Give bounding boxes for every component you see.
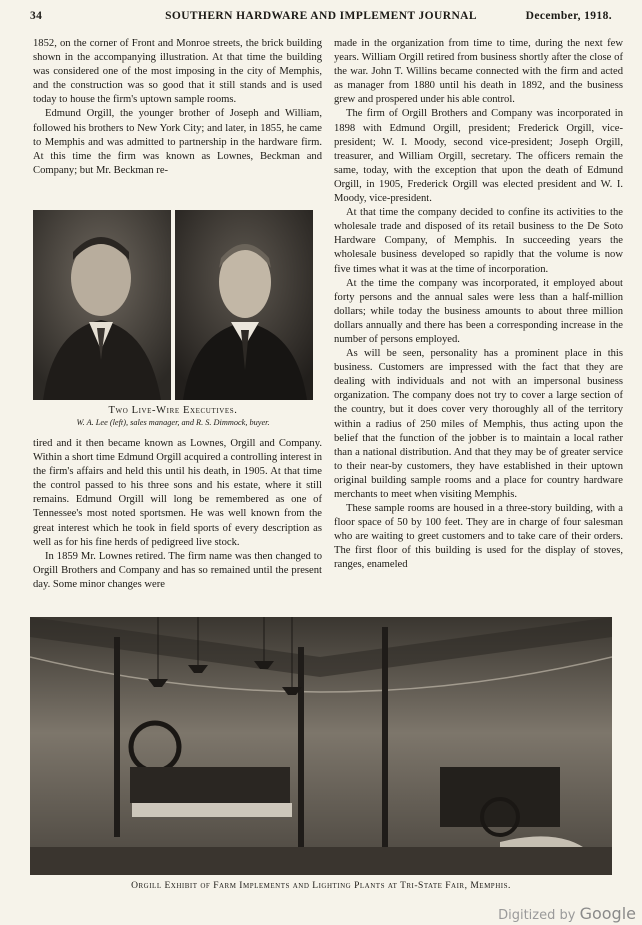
paragraph: At the time the company was incorporated, it employed about forty persons and the annual sales were less than a half-million dollars; while today the business amounts to about three million dollars annually and there has been a corresponding increase in the number of persons employed. (334, 277, 623, 345)
right-column (334, 37, 623, 573)
exhibit-photo-caption: Orgill Exhibit of Farm Implements and Lighting Plants at Tri-State Fair, Memphis. (131, 881, 511, 891)
paragraph: Edmund Orgill, the younger brother of Joseph and William, followed his brothers to New York City; and later, in 1855, he came to Memphis and was admitted to partnership in the hardware firm. At this time the firm was known as Lownes, Beckman and Company; but Mr. Beckman re- (33, 108, 322, 176)
paragraph: The firm of Orgill Brothers and Company was incorporated in 1898 with Edmund Orgill, president; Frederick Orgill, vice-president; W. I. Moody, second vice-president; Joseph Orgill, treasurer, and William Orgill, secretary. The officers remain the same, today, with the exception that upon the death of Edmund Orgill, in 1905, Frederick Orgill was elected president and W. I. Moody, vice-president. (334, 108, 623, 205)
portrait-photo-right (175, 210, 313, 400)
paragraph: In 1859 Mr. Lownes retired. The firm name was then changed to Orgill Brothers and Company and has so remained until the present day. Some minor changes were (33, 550, 322, 590)
left-column-bottom (33, 437, 322, 592)
paragraph: At that time the company decided to confine its activities to the wholesale trade and disposed of its retail business to the De Soto Hardware Company, of Memphis. In succeeding years the wholesale business developed so rapidly that the volume is now five times what it was at the time of incorporation. (334, 207, 623, 275)
page-number: 34 (30, 10, 43, 22)
paragraph: As will be seen, personality has a prominent place in this business. Customers are impressed with the fact that they are dealing with individuals and not with an impersonal business organization. The company does not try to cover a large section of the country, but it does cover very thoroughly all of the territory within a radius of 250 miles of Memphis, thus acting upon the belief that the function of the jobber is to maintain a local rather than a national distribution. And that they may be of greater service to their near-by customers, they have established in their uptown original building sample rooms and a place for country hardware merchants to meet when visiting Memphis. (334, 348, 623, 500)
issue-date: December, 1918. (525, 10, 612, 22)
exhibit-photo (30, 617, 612, 875)
watermark-prefix: Digitized by (498, 908, 576, 923)
paragraph: tired and it then became known as Lownes, Orgill and Company. Within a short time Edmund Orgill acquired a controlling interest in the firm's affairs and held this until his death, in 1905. At that time the control passed to his three sons and his estate, where it still remains. Edmund Orgill will long be remembered as one of Tennessee's most noted sportsmen. He was well known from the great interest which he took in field sports of every description as well as for his fine herds of pedigreed live stock. (33, 438, 322, 548)
left-column-top (33, 37, 322, 178)
portraits-caption-subtitle: W. A. Lee (left), sales manager, and R. S. Dimmock, buyer. (76, 418, 270, 427)
portraits-caption-title: Two Live-Wire Executives. (108, 405, 238, 416)
paragraph: These sample rooms are housed in a three-story building, with a floor space of 50 by 100 feet. They are in charge of four salesman who are waiting to greet customers and to take care of their orders. The first floor of this building is used for the display of stoves, ranges, enameled (334, 503, 623, 571)
watermark-brand: Google (579, 904, 636, 923)
digitized-watermark (498, 904, 636, 923)
paragraph: made in the organization from time to time, during the next few years. William Orgill retired from business shortly after the close of the war. John T. Willins became connected with the firm and acted as manager from 1880 until his death in 1892, and the business grew and prospered under his able control. (334, 38, 623, 106)
portrait-photo-left (33, 210, 171, 400)
running-header (30, 10, 612, 28)
portraits-figure (33, 210, 313, 400)
paragraph: 1852, on the corner of Front and Monroe streets, the brick building shown in the accompanying illustration. At that time the building was considered one of the most imposing in the city of Memphis, and the construction was so good that it still stands and is used today to house the firm's uptown sample rooms. (33, 38, 322, 106)
journal-title: SOUTHERN HARDWARE AND IMPLEMENT JOURNAL (165, 10, 477, 22)
